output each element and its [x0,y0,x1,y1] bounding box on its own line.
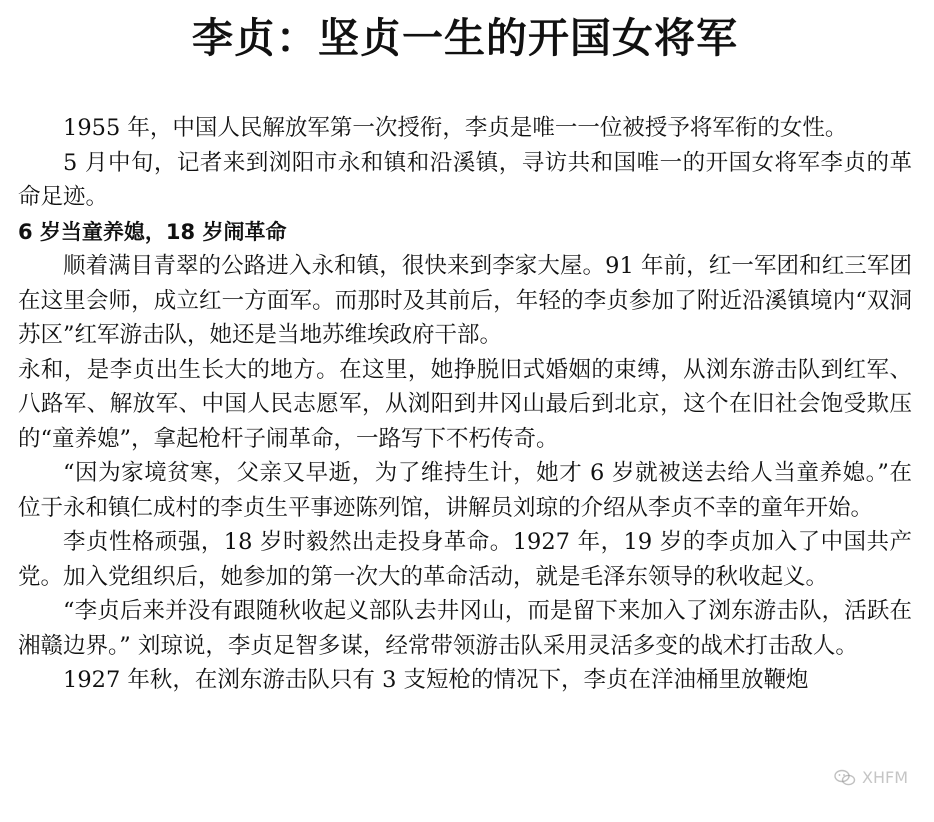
article-paragraph: 永和，是李贞出生长大的地方。在这里，她挣脱旧式婚姻的束缚，从浏东游击队到红军、八路军、解放军、中国人民志愿军，从浏阳到井冈山最后到北京，这个在旧社会饱受欺压的“童养媳”，拿起枪杆子闹革命，一路写下不朽传奇。 [18,356,912,452]
article-paragraph: 1927 年秋，在浏东游击队只有 3 支短枪的情况下，李贞在洋油桶里放鞭炮 [63,667,809,693]
watermark [834,768,908,787]
article-title: 李贞：坚贞一生的开国女将军 [192,14,738,62]
article-paragraph: 顺着满目青翠的公路进入永和镇，很快来到李家大屋。91 年前，红一军团和红三军团在这里会师，成立红一方面军。而那时及其前后，年轻的李贞参加了附近沿溪镇境内“双洞苏区”红军游击队，她还是当地苏维埃政府干部。 [18,253,912,348]
article-paragraph: 5 月中旬，记者来到浏阳市永和镇和沿溪镇，寻访共和国唯一的开国女将军李贞的革命足迹。 [18,149,912,210]
article-paragraph: 1955 年，中国人民解放军第一次授衔，李贞是唯一一位被授予将军衔的女性。 [63,115,848,141]
watermark-text: XHFM [862,768,908,787]
article-paragraph: “李贞后来并没有跟随秋收起义部队去井冈山，而是留下来加入了浏东游击队，活跃在湘赣边界。” 刘琼说，李贞足智多谋，经常带领游击队采用灵活多变的战术打击敌人。 [18,598,912,659]
section-heading: 6 岁当童养媳，18 岁闹革命 [18,219,287,244]
article-body [18,111,912,698]
article-paragraph: “因为家境贫寒，父亲又早逝，为了维持生计，她才 6 岁就被送去给人当童养媳。”在位于永和镇仁成村的李贞生平事迹陈列馆，讲解员刘琼的介绍从李贞不幸的童年开始。 [18,460,912,521]
wechat-icon [834,769,856,787]
article-paragraph: 李贞性格顽强，18 岁时毅然出走投身革命。1927 年，19 岁的李贞加入了中国共产党。加入党组织后，她参加的第一次大的革命活动，就是毛泽东领导的秋收起义。 [18,529,912,590]
